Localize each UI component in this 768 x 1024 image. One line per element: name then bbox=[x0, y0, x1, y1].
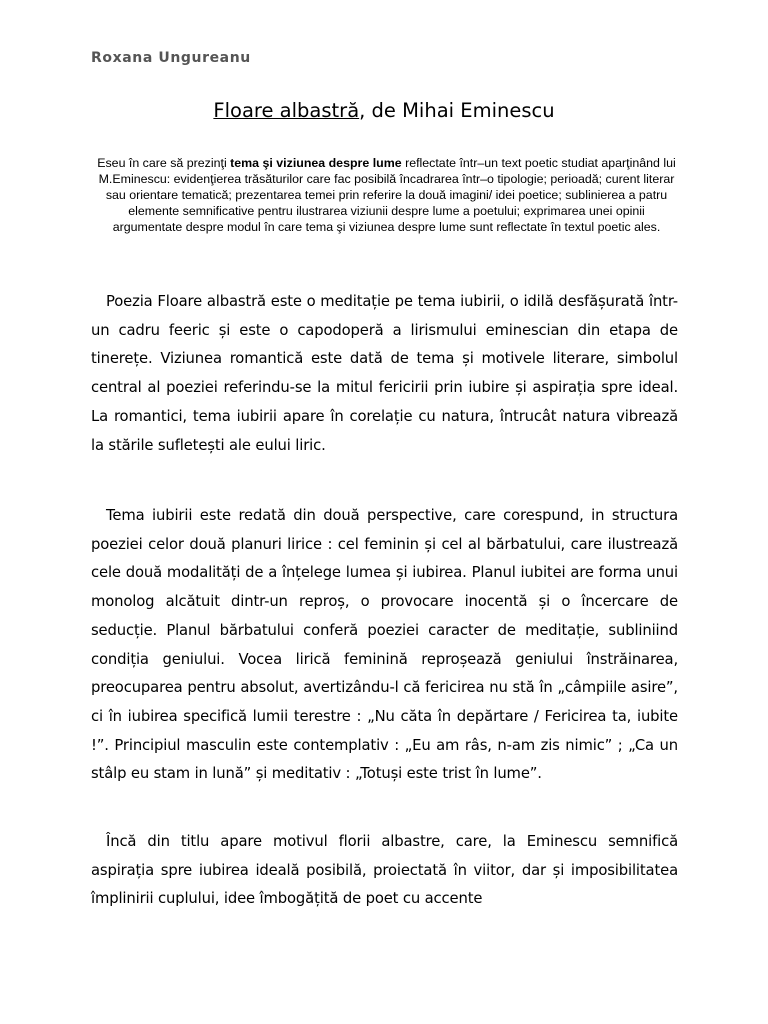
prompt-intro: Eseu în care să prezinţi bbox=[97, 156, 231, 170]
prompt-bold: tema şi viziunea despre lume bbox=[230, 156, 402, 170]
author-name: Roxana Ungureanu bbox=[91, 50, 251, 66]
essay-title bbox=[0, 98, 768, 124]
paragraph-2: Tema iubirii este redată din două perspective, care corespund, in structura poeziei celor două planuri lirice : cel feminin și cel al bărbatului, care ilustrează cele două modalități de a înțelege lumea și iubirea. Planul iubitei are forma unui monolog alcătuit dintr-un reproș, o provocare inocentă și o încercare de seducție. Planul bărbatului conferă poeziei caracter de meditație, subliniind condiția geniului. Vocea lirică feminină reproșează geniului înstrăinarea, preocuparea pentru absolut, avertizându-l că fericirea nu stă în „câmpiile asire”, ci în iubirea specifică lumii terestre : „Nu căta în depărtare / Fericirea ta, iubite !”. Principiul masculin este contemplativ : „Eu am râs, n-am zis nimic” ; „Ca un stâlp eu stam in lună” și meditativ : „Totuși este trist în lume”. bbox=[91, 507, 678, 783]
paragraph-1: Poezia Floare albastră este o meditație pe tema iubirii, o idilă desfășurată într-un cadru feeric și este o capodoperă a lirismului eminescian din etapa de tinerețe. Viziunea romantică este dată de tema și motivele literare, simbolul central al poeziei referindu-se la mitul fericirii prin iubire și aspirația spre ideal. La romantici, tema iubirii apare în corelație cu natura, întrucât natura vibrează la stările sufletești ale eului liric. bbox=[91, 293, 678, 454]
title-rest: , de Mihai Eminescu bbox=[359, 99, 555, 122]
essay-prompt bbox=[94, 155, 679, 235]
poem-title: Floare albastră bbox=[213, 99, 360, 122]
paragraph-3: Încă din titlu apare motivul florii albastre, care, la Eminescu semnifică aspirația spre iubirea ideală posibilă, proiectată în viitor, dar și imposibilitatea împlinirii cuplului, idee îmbogățită de poet cu accente bbox=[91, 833, 678, 908]
prompt-rest: reflectate într–un text poetic studiat aparţinând lui M.Eminescu: evidenţierea trăsăturilor care fac posibilă încadrarea într–o tipologie; perioadă; curent literar sau orientare tematică; prezentarea temei prin referire la două imagini/ idei poetice; sublinierea a patru elemente semnificative pentru ilustrarea viziunii despre lume a poetului; exprimarea unei opinii argumentate despre modul în care tema şi viziunea despre lume sunt reflectate în textul poetic ales. bbox=[98, 156, 676, 235]
